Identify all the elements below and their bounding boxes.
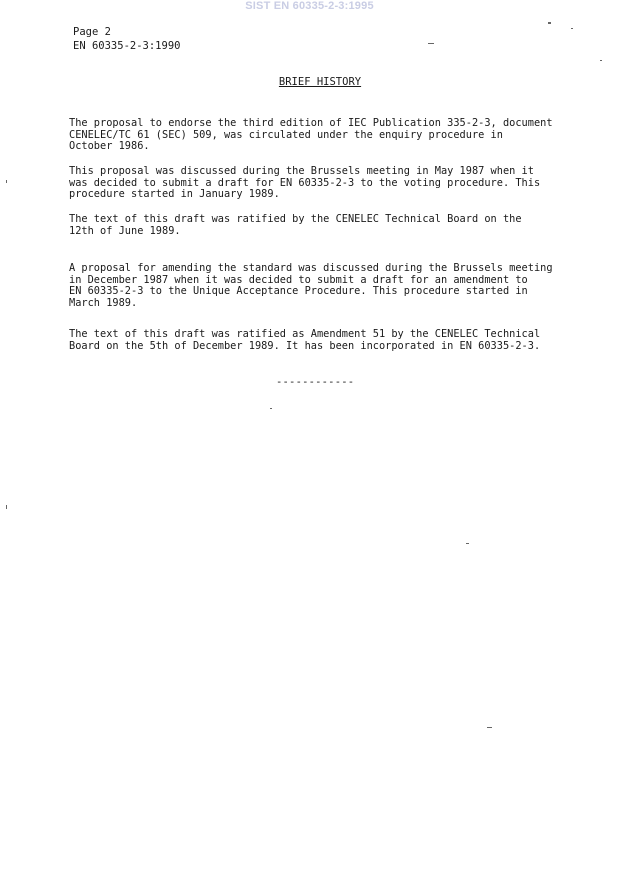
paragraph-enquiry: The proposal to endorse the third edition of IEC Publication 335-2-3, document CENELEC/TC 61 (SEC) 509, was circulated under the enquiry procedure in October 1986. — [69, 117, 553, 152]
document-id: EN 60335-2-3:1990 — [73, 40, 181, 52]
paragraph-amendment-ratified: The text of this draft was ratified as Amendment 51 by the CENELEC Technical Board on the 5th of December 1989. It has been incorporated in EN 60335-2-3. — [69, 328, 541, 352]
scan-speck — [428, 43, 434, 44]
scan-speck — [600, 60, 602, 61]
end-divider: ------------ — [276, 376, 355, 388]
scan-speck — [6, 505, 7, 509]
scan-speck — [466, 543, 469, 544]
page-title: BRIEF HISTORY — [278, 76, 362, 88]
paragraph-voting: This proposal was discussed during the Brussels meeting in May 1987 when it was decided to submit a draft for EN 60335-2-3 to the voting procedure. This procedure started in January 1989. — [69, 165, 541, 200]
paragraph-ratified: The text of this draft was ratified by the CENELEC Technical Board on the 12th of June 1989. — [69, 213, 522, 237]
scan-speck — [548, 22, 551, 24]
page-header — [73, 25, 180, 53]
scan-speck — [571, 28, 573, 29]
scan-speck — [6, 180, 7, 183]
scan-speck — [270, 408, 272, 409]
scan-speck — [487, 727, 492, 728]
watermark: SIST EN 60335-2-3:1995 — [245, 0, 374, 12]
paragraph-amendment-proposal: A proposal for amending the standard was discussed during the Brussels meeting in December 1987 when it was decided to submit a draft for an amendment to EN 60335-2-3 to the Unique Acceptance Procedure. This procedure started in March 1989. — [69, 262, 553, 309]
page-number: Page 2 — [73, 26, 111, 38]
